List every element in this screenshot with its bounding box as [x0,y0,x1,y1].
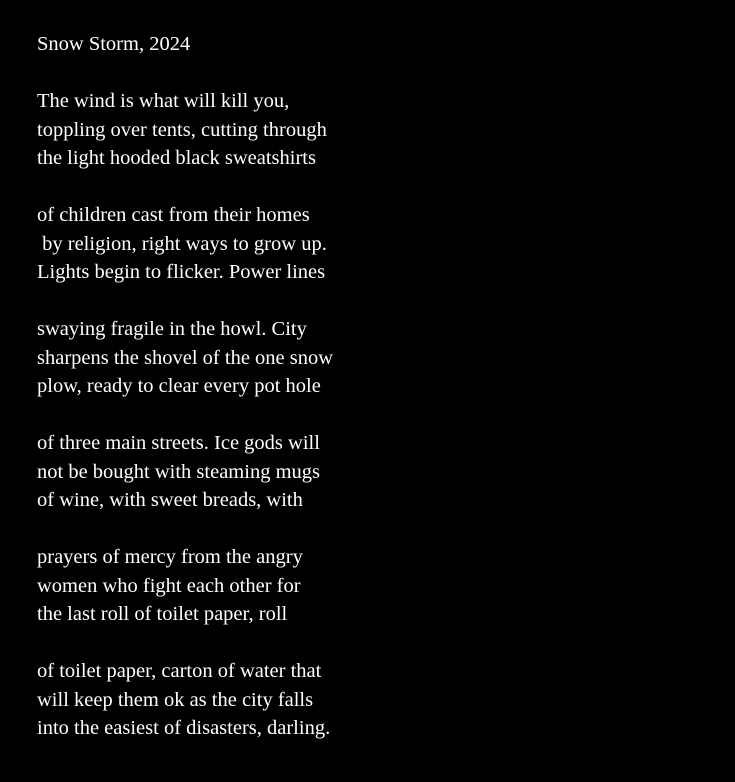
poem-line: will keep them ok as the city falls [37,688,314,711]
poem-line: Lights begin to flicker. Power lines [37,261,326,283]
poem-line: women who fight each other for [37,574,301,597]
poem-line: not be bought with steaming mugs [37,460,320,483]
poem-line: of children cast from their homes [37,204,310,226]
poem-line: of three main streets. Ice gods will [37,432,320,454]
poem-line: swaying fragile in the howl. City [37,318,307,340]
poem-line: sharpens the shovel of the one snow [37,346,334,369]
poem-line: prayers of mercy from the angry [37,546,303,568]
poem-line: toppling over tents, cutting through [37,118,327,141]
poem-line: of toilet paper, carton of water that [37,660,322,682]
poem-line: plow, ready to clear every pot hole [37,375,321,397]
stanza-2 [37,201,697,287]
poem-line: of wine, with sweet breads, with [37,489,303,511]
stanza-3 [37,315,697,401]
stanza-5 [37,543,697,629]
poem-line: into the easiest of disasters, darling. [37,717,331,739]
poem-line: the light hooded black sweatshirts [37,147,316,169]
poem [37,30,697,743]
stanza-4 [37,429,697,515]
stanza-6 [37,657,697,743]
poem-line: The wind is what will kill you, [37,90,290,112]
poem-line: the last roll of toilet paper, roll [37,603,288,625]
stanza-1 [37,87,697,173]
poem-title: Snow Storm, 2024 [37,33,191,55]
poem-line: by religion, right ways to grow up. [37,232,327,255]
